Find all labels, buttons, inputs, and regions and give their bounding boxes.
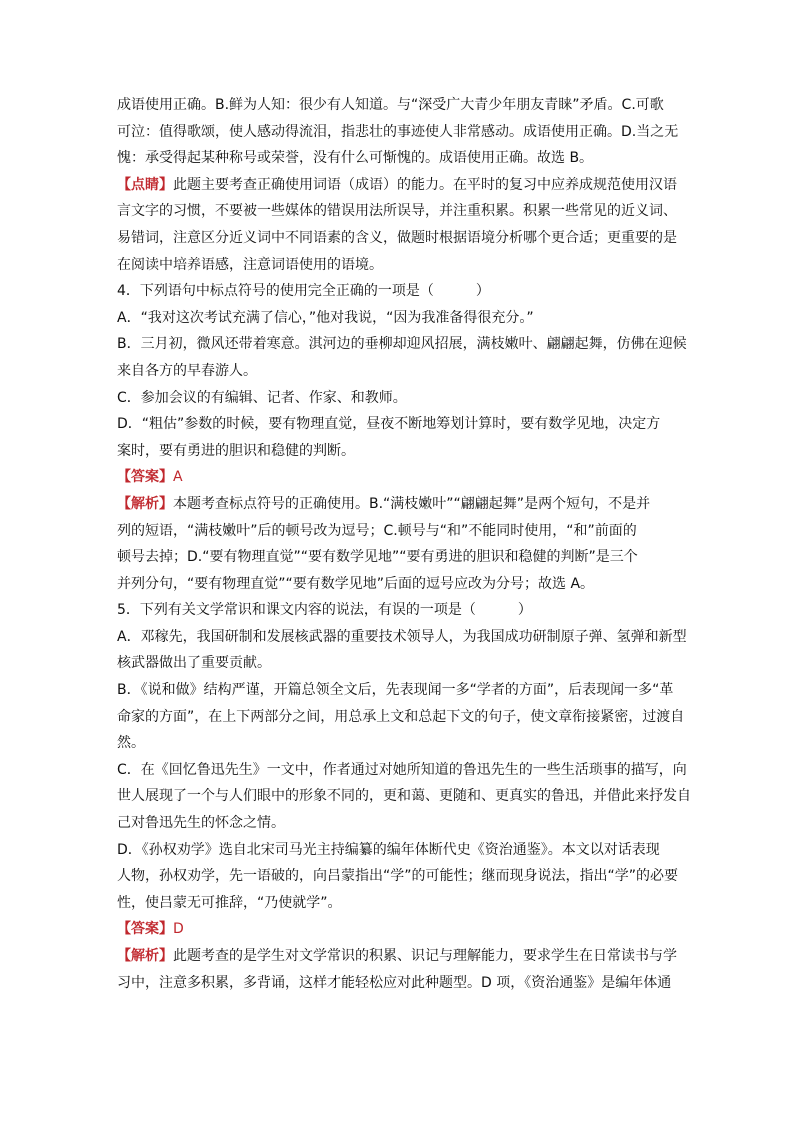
question-4-analysis-line: 列的短语，“满枝嫩叶”后的顿号改为逗号；C.顿号与“和”不能同时使用，“和”前面的 [117,522,637,539]
question-5-analysis-line: 习中，注意多积累，多背诵，这样才能轻松应对此种题型。D 项，《资治通鉴》是编年体通 [117,974,672,991]
explain-line: 成语使用正确。B.鲜为人知：很少有人知道。与“深受广大青少年朋友青睐”矛盾。C.可歌 [117,97,664,113]
analysis-tag: 【解析】 [117,495,173,512]
question-4-answer [117,464,679,491]
comment-line: 在阅读中培养语感，注意词语使用的语境。 [117,256,383,273]
comment-first-line [117,172,679,199]
question-5-answer [117,916,679,943]
question-5-option-a-cont: 核武器做出了重要贡献。 [117,655,271,672]
question-4-analysis-line: 并列分句，“要有物理直觉”“要有数学见地”后面的逗号应改为分号；故选 A。 [117,575,595,592]
comment-line: 易错词，注意区分近义词中不同语素的含义，做题时根据语境分析哪个更合适；更重要的是 [117,229,677,246]
question-4-option-b-cont: 来自各方的早春游人。 [117,362,257,379]
question-5-stem: 5．下列有关文学常识和课文内容的说法，有误的一项是（ ） [117,602,532,619]
analysis-text: 此题考查的是学生对文学常识的积累、识记与理解能力，要求学生在日常读书与学 [173,948,677,964]
question-5-analysis-first [117,943,679,970]
question-5-option-b-cont: 然。 [117,735,145,752]
question-4-analysis-first [117,491,679,518]
question-5-option-c-cont: 世人展现了一个与人们眼中的形象不同的，更和蔼、更随和、更真实的鲁迅，并借此来抒发自 [117,788,691,805]
question-5-option-d-cont: 性，使吕蒙无可推辞，“乃使就学”。 [117,894,342,911]
answer-value: D [173,921,184,938]
analysis-tag: 【解析】 [117,948,173,964]
question-4-stem: 4．下列语句中标点符号的使用完全正确的一项是（ ） [117,283,490,300]
comment-line: 言文字的习惯，不要被一些媒体的错误用法所误导，并注重积累。积累一些常见的近义词、 [117,203,677,220]
question-4-option-a: A．“我对这次考试充满了信心，”他对我说，“因为我准备得很充分。” [117,309,534,326]
document-page [117,92,691,996]
question-4-option-c: C．参加会议的有编辑、记者、作家、和教师。 [117,389,407,406]
comment-text: 此题主要考查正确使用词语（成语）的能力。在平时的复习中应养成规范使用汉语 [173,176,677,193]
question-4-option-b: B．三月初，微风还带着寒意。淇河边的垂柳却迎风招展，满枝嫩叶、翩翩起舞，仿佛在迎候 [117,336,687,353]
question-4-option-d-cont: 案时，要有勇进的胆识和稳健的判断。 [117,442,355,459]
analysis-text: 本题考查标点符号的正确使用。B.“满枝嫩叶”“翩翩起舞”是两个短句，不是并 [173,495,651,512]
question-4-analysis-line: 顿号去掉；D.“要有物理直觉”“要有数学见地”“要有勇进的胆识和稳健的判断”是三个 [117,549,638,566]
answer-tag: 【答案】 [117,469,173,486]
question-5-option-c: C．在《回忆鲁迅先生》一文中，作者通过对她所知道的鲁迅先生的一些生活琐事的描写，向 [117,761,687,778]
comment-tag: 【点睛】 [117,176,173,193]
answer-tag: 【答案】 [117,921,173,938]
explain-line: 愧：承受得起某种称号或荣誉，没有什么可惭愧的。成语使用正确。故选 B。 [117,150,594,167]
question-5-option-d-cont: 人物，孙权劝学，先一语破的，向吕蒙指出“学”的可能性；继而现身说法，指出“学”的必要 [117,868,679,885]
question-4-option-d: D．“粗估”参数的时候，要有物理直觉，昼夜不断地筹划计算时，要有数学见地，决定方 [117,416,661,433]
question-5-option-d: D．《孙权劝学》选自北宋司马光主持编纂的编年体断代史《资治通鉴》。本文以对话表现 [117,841,660,858]
answer-value: A [173,469,183,486]
question-5-option-a: A．邓稼先，我国研制和发展核武器的重要技术领导人，为我国成功研制原子弹、氢弹和新型 [117,628,687,645]
explain-line: 可泣：值得歌颂，使人感动得流泪，指悲壮的事迹使人非常感动。成语使用正确。D.当之无 [117,123,679,140]
question-5-option-b: B．《说和做》结构严谨，开篇总领全文后，先表现闻一多“学者的方面”，后表现闻一多“革 [117,682,674,699]
question-5-option-c-cont: 己对鲁迅先生的怀念之情。 [117,815,285,832]
question-5-option-b-cont: 命家的方面”，在上下两部分之间，用总承上文和总起下文的句子，使文章衔接紧密，过渡自 [117,708,685,725]
